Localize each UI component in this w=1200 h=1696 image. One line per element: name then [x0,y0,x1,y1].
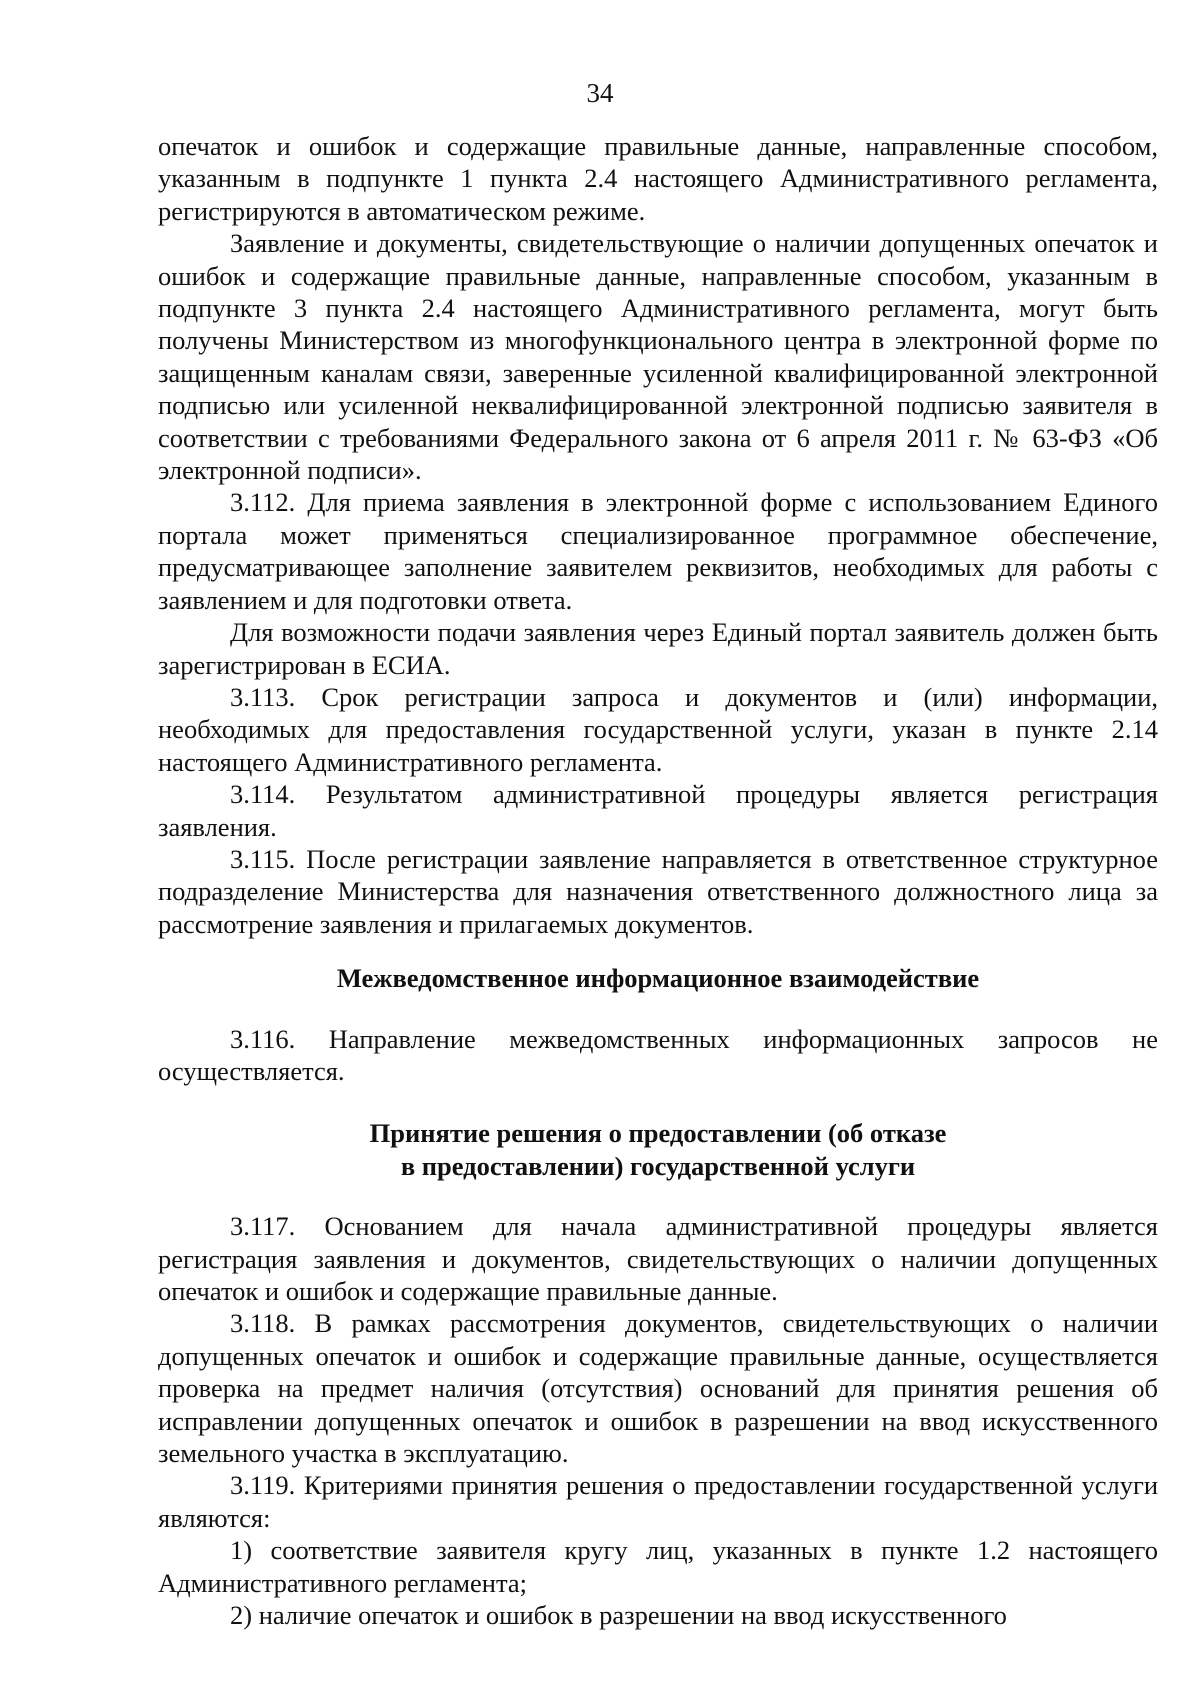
paragraph-3-118: 3.118. В рамках рассмотрения документов, свидетельствующих о наличии допущенных опечаток и ошибок и содержащие правильные данные, осуществляется проверка на предмет наличия (отсутствия) оснований для принятия решения об исправлении допущенных опечаток и ошибок в разрешении на ввод искусственного земельного участка в эксплуатацию. [158,1308,1158,1469]
paragraph-esia: Для возможности подачи заявления через Единый портал заявитель должен быть зарегистрирован в ЕСИА. [158,617,1158,680]
section-heading-decision-line1: Принятие решения о предоставлении (об отказе [369,1118,947,1149]
list-item-criterion-2: 2) наличие опечаток и ошибок в разрешении на ввод искусственного [230,1600,1007,1631]
paragraph-3-114: 3.114. Результатом административной процедуры является регистрация заявления. [158,779,1158,842]
section-heading-decision [158,1117,1158,1182]
paragraph-3-115: 3.115. После регистрации заявление направляется в ответственное структурное подразделение Министерства для назначения ответственного должностного лица за рассмотрение заявления и прилагаемых документов. [158,843,1158,939]
paragraph-3-117: 3.117. Основанием для начала административной процедуры является регистрация заявления и документов, свидетельствующих о наличии допущенных опечаток и ошибок и содержащие правильные данные. [158,1211,1158,1306]
list-item-criterion-1: 1) соответствие заявителя кругу лиц, указанных в пункте 1.2 настоящего Административного регламента; [158,1535,1158,1598]
paragraph-3-113: 3.113. Срок регистрации запроса и документов и (или) информации, необходимых для предоставления государственной услуги, указан в пункте 2.14 настоящего Административного регламента. [158,681,1158,777]
page-number: 34 [586,78,614,108]
paragraph-3-119: 3.119. Критериями принятия решения о предоставлении государственной услуги являются: [158,1470,1158,1533]
section-heading-decision-line2: в предоставлении) государственной услуги [400,1150,916,1181]
paragraph-3-116: 3.116. Направление межведомственных информационных запросов не осуществляется. [158,1023,1158,1086]
paragraph-3-112: 3.112. Для приема заявления в электронной форме с использованием Единого портала может применяться специализированное программное обеспечение, предусматривающее заполнение заявителем реквизитов, необходимых для работы с заявлением и для подготовки ответа. [158,487,1158,615]
document-body [158,130,1158,1631]
paragraph-continuation: опечаток и ошибок и содержащие правильные данные, направленные способом, указанным в подпункте 1 пункта 2.4 настоящего Административного регламента, регистрируются в автоматическом режиме. [158,131,1158,226]
paragraph-application-mfc: Заявление и документы, свидетельствующие о наличии допущенных опечаток и ошибок и содержащие правильные данные, направленные способом, указанным в подпункте 3 пункта 2.4 настоящего Административного регламента, могут быть получены Министерством из многофункционального центра в электронной форме по защищенным каналам связи, заверенные усиленной квалифицированной электронной подписью или усиленной неквалифицированной электронной подписью заявителя в соответствии с требованиями Федерального закона от 6 апреля 2011 г. № 63-ФЗ «Об электронной подписи». [158,228,1158,486]
section-heading-interagency: Межведомственное информационное взаимодействие [336,963,980,994]
